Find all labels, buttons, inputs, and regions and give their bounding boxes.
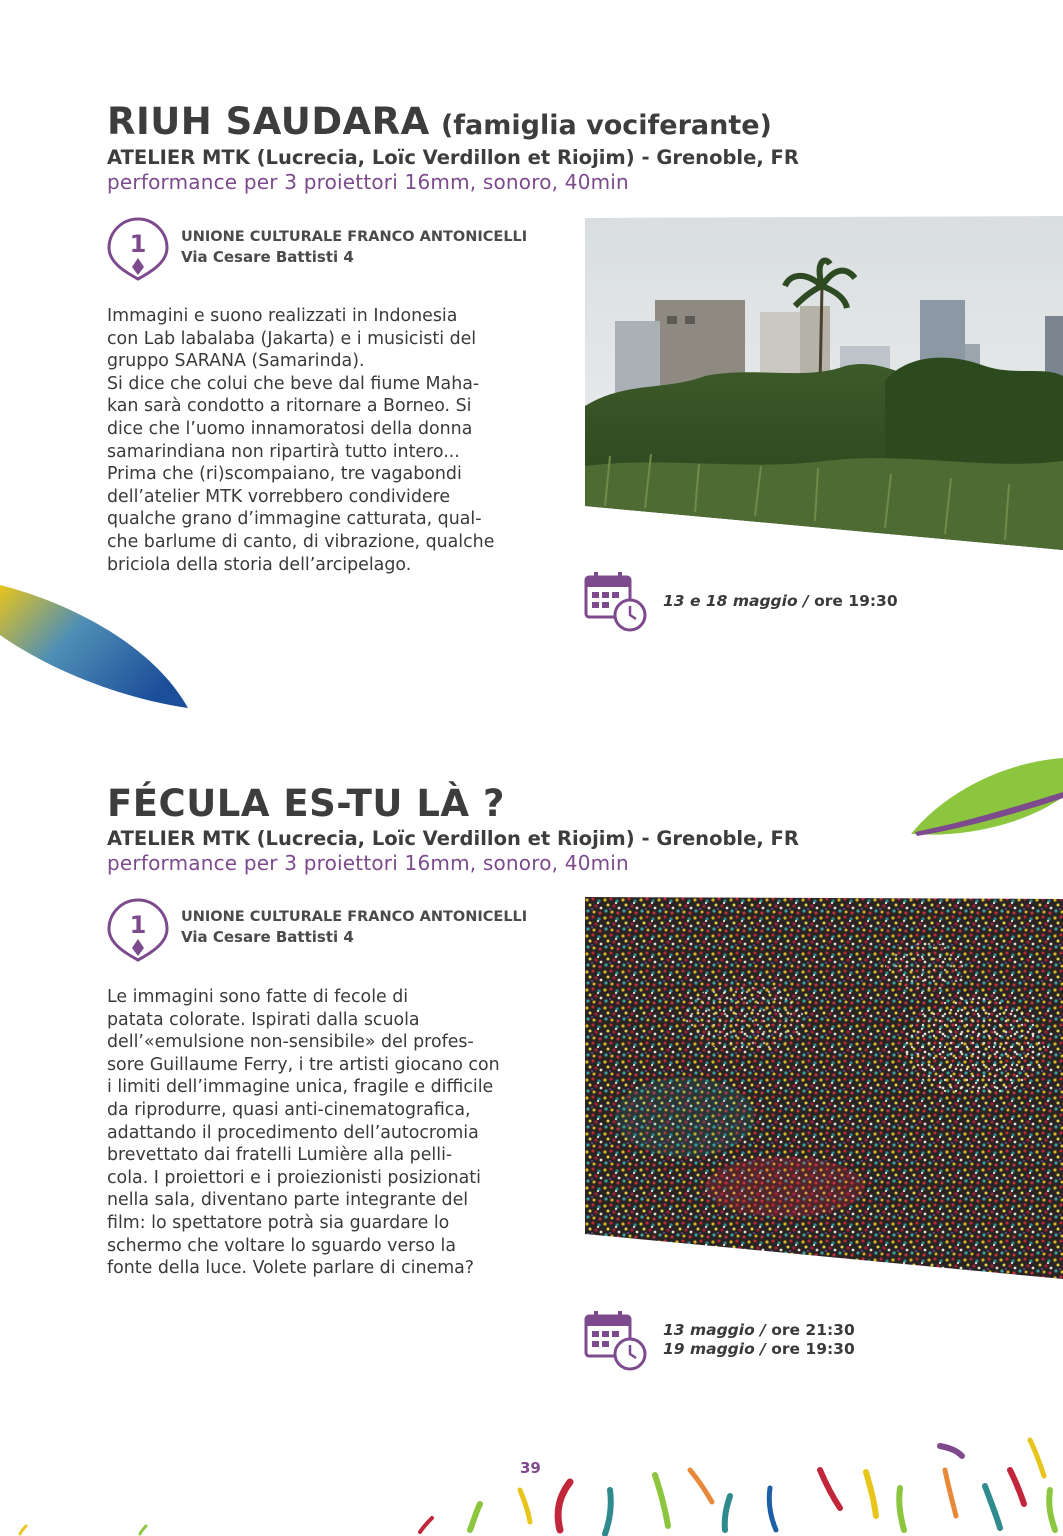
date-day: 13 maggio [663,1321,755,1339]
event-1-title-sub: (famiglia vociferante) [440,110,772,141]
description-line: Le immagini sono fatte di fecole di [107,987,409,1007]
description-line: che barlume di canto, di vibrazione, qualche [107,531,495,552]
description-line: briciola della storia dell’arcipelago. [107,554,412,575]
date-separator: / [754,1340,772,1358]
event-2-title-main: FÉCULA ES-TU LÀ ? [107,782,505,825]
description-line: sore Guillaume Ferry, i tre artisti giocano con [107,1054,500,1075]
description-line: qualche grano d’immagine catturata, qual- [107,509,482,530]
description-line: nella sala, diventano parte integrante del [107,1190,469,1211]
description-line: Si dice che colui che beve dal fiume Maha- [107,373,480,394]
description-line: gruppo SARANA (Samarinda). [107,351,365,372]
description-line: samarindiana non ripartirà tutto intero... [107,441,460,462]
event-2-performance: performance per 3 proiettori 16mm, sonoro, 40min [107,851,629,875]
event-1-title [107,100,772,143]
description-line: dell’«emulsione non-sensibile» del profes- [107,1032,474,1053]
event-2-date-2 [663,1340,855,1358]
description-line: Prima che (ri)scompaiano, tre vagabondi [107,464,462,485]
description-line: adattando il procedimento dell’autocromia [107,1122,479,1143]
event-1-title-main: RIUH SAUDARA [107,100,430,143]
event-1-performance: performance per 3 proiettori 16mm, sonoro, 40min [107,170,629,194]
date-time: ore 19:30 [771,1340,855,1358]
event-2-photo-colored-starch [585,897,1063,1279]
event-2-venue-name: UNIONE CULTURALE FRANCO ANTONICELLI [181,909,528,925]
date-separator: / [754,1321,772,1339]
description-line: con Lab labalaba (Jakarta) e i musicisti del [107,328,477,349]
description-line: Immagini e suono realizzati in Indonesia [107,306,458,326]
decorative-blue-yellow-leaf [0,580,195,715]
decorative-green-leaf [905,752,1063,842]
decorative-confetti-strokes [0,1430,1063,1536]
event-1-date-1 [663,592,898,610]
date-time: ore 19:30 [814,592,898,610]
description-line: schermo che voltare lo sguardo verso la [107,1235,457,1256]
description-line: kan sarà condotto a ritornare a Borneo. Si [107,396,472,417]
venue-pin-icon [107,217,169,281]
date-time: ore 21:30 [771,1321,855,1339]
description-line: dell’atelier MTK vorrebbero condividere [107,486,451,507]
calendar-clock-icon [584,569,648,633]
description-line: brevettato dai fratelli Lumière alla pelli- [107,1145,453,1166]
description-line: patata colorate. Ispirati dalla scuola [107,1009,420,1030]
date-day: 19 maggio [663,1340,755,1358]
event-2-atelier: ATELIER MTK (Lucrecia, Loïc Verdillon et Riojim) - Grenoble, FR [107,827,799,850]
event-2-description [107,986,543,1280]
description-line: i limiti dell’immagine unica, fragile e difficile [107,1077,494,1098]
event-1-description [107,305,543,576]
description-line: dice che l’uomo innamoratosi della donna [107,418,473,439]
event-1-venue-address: Via Cesare Battisti 4 [181,248,354,266]
venue-pin-icon [107,898,169,962]
event-1-photo-jakarta-skyline [585,216,1063,550]
description-line: fonte della luce. Volete parlare di cinema? [107,1258,475,1279]
venue-number: 1 [129,911,147,939]
event-2-venue-address: Via Cesare Battisti 4 [181,928,354,946]
calendar-clock-icon [584,1308,648,1372]
description-line: cola. I proiettori e i proiezionisti posizionati [107,1167,481,1188]
event-1-atelier: ATELIER MTK (Lucrecia, Loïc Verdillon et Riojim) - Grenoble, FR [107,146,799,169]
date-separator: / [797,592,815,610]
event-2-date-1 [663,1321,855,1339]
description-line: da riprodurre, quasi anti-cinematografica, [107,1099,471,1120]
event-2-title [107,782,505,825]
page-number: 39 [520,1459,541,1477]
date-day: 13 e 18 maggio [663,592,798,610]
venue-number: 1 [129,230,147,258]
event-1-venue-name: UNIONE CULTURALE FRANCO ANTONICELLI [181,229,528,245]
description-line: film: lo spettatore potrà sia guardare lo [107,1212,450,1233]
